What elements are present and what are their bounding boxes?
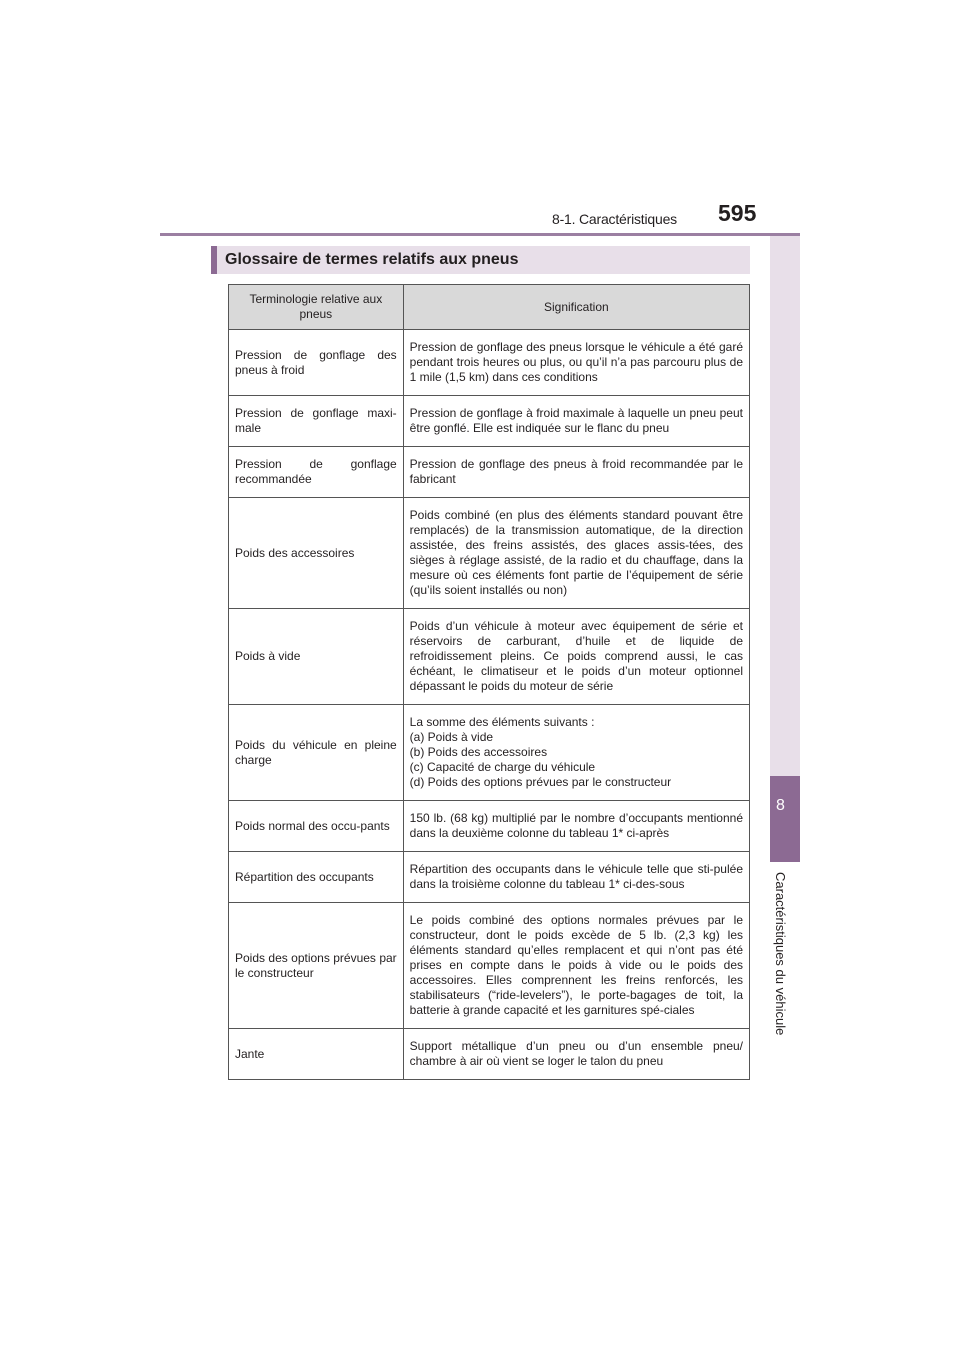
term-cell: Poids des accessoires bbox=[229, 498, 404, 609]
definition-cell: Pression de gonflage des pneus à froid recommandée par le fabricant bbox=[403, 447, 749, 498]
definition-cell: Pression de gonflage à froid maximale à laquelle un pneu peut être gonflé. Elle est indiquée sur le flanc du pneu bbox=[403, 396, 749, 447]
term-cell: Pression de gonflage des pneus à froid bbox=[229, 330, 404, 396]
table-row bbox=[229, 852, 750, 903]
page-number: 595 bbox=[718, 200, 757, 226]
definition-cell: Support métallique d’un pneu ou d’un ensemble pneu/ chambre à air où vient se loger le talon du pneu bbox=[403, 1029, 749, 1080]
table-row bbox=[229, 498, 750, 609]
table-row bbox=[229, 330, 750, 396]
definition-cell: 150 lb. (68 kg) multiplié par le nombre d’occupants mentionné dans la deuxième colonne du tableau 1* ci-après bbox=[403, 801, 749, 852]
column-header-term: Terminologie relative aux pneus bbox=[229, 285, 404, 330]
term-cell: Jante bbox=[229, 1029, 404, 1080]
table-row bbox=[229, 801, 750, 852]
term-cell: Poids normal des occu-pants bbox=[229, 801, 404, 852]
term-cell: Poids du véhicule en pleine charge bbox=[229, 705, 404, 801]
side-band bbox=[770, 236, 800, 776]
term-cell: Poids des options prévues par le constructeur bbox=[229, 903, 404, 1029]
header-rule bbox=[160, 233, 800, 236]
table-header-row bbox=[229, 285, 750, 330]
header-section-title: 8-1. Caractéristiques bbox=[552, 211, 677, 227]
definition-cell: Poids combiné (en plus des éléments standard pouvant être remplacés) de la transmission automatique, de la direction assistée, des freins assistés, des glaces assis-tées, des sièges à réglage assisté, de la radio et du chauffage, dans la mesure où ces éléments font partie de l’équipement de série (qu’ils soient installés ou non) bbox=[403, 498, 749, 609]
table-row bbox=[229, 1029, 750, 1080]
chapter-tab[interactable] bbox=[770, 776, 800, 862]
chapter-label: Caractéristiques du véhicule bbox=[773, 872, 788, 1036]
term-cell: Pression de gonflage maxi-male bbox=[229, 396, 404, 447]
column-header-meaning: Signification bbox=[403, 285, 749, 330]
definition-cell: Répartition des occupants dans le véhicule telle que sti-pulée dans la troisième colonne du tableau 1* ci-des-sous bbox=[403, 852, 749, 903]
chapter-number: 8 bbox=[776, 797, 785, 814]
term-cell: Pression de gonflage recommandée bbox=[229, 447, 404, 498]
term-cell: Répartition des occupants bbox=[229, 852, 404, 903]
definition-cell: Pression de gonflage des pneus lorsque le véhicule a été garé pendant trois heures ou plus, ou qu’il n’a pas parcouru plus de 1 mile (1,5 km) dans ces conditions bbox=[403, 330, 749, 396]
definition-cell: Le poids combiné des options normales prévues par le constructeur, dont le poids excède de 5 lb. (2,3 kg) les éléments standard qu’elles remplacent et qui n’ont pas été prises en compte dans le poids à vide ou le poids des accessoires. Elles comprennent les freins renforcés, les stabilisateurs (“ride-levelers”), le porte-bagages de toit, la batterie à grande capacité et les garnitures spé-ciales bbox=[403, 903, 749, 1029]
table-row bbox=[229, 903, 750, 1029]
table-row bbox=[229, 396, 750, 447]
section-heading-text: Glossaire de termes relatifs aux pneus bbox=[225, 251, 519, 268]
table-row bbox=[229, 609, 750, 705]
definition-cell: La somme des éléments suivants : (a) Poids à vide (b) Poids des accessoires (c) Capacité de charge du véhicule (d) Poids des options prévues par le constructeur bbox=[403, 705, 749, 801]
definition-cell: Poids d’un véhicule à moteur avec équipement de série et réservoirs de carburant, d’huile et de liquide de refroidissement pleins. Ce poids comprend aussi, le cas échéant, le climatiseur et le poids d’un moteur optionnel dépassant le poids du moteur de série bbox=[403, 609, 749, 705]
glossary-table bbox=[228, 284, 750, 1080]
table-row bbox=[229, 447, 750, 498]
section-heading bbox=[211, 246, 750, 274]
table-row bbox=[229, 705, 750, 801]
term-cell: Poids à vide bbox=[229, 609, 404, 705]
